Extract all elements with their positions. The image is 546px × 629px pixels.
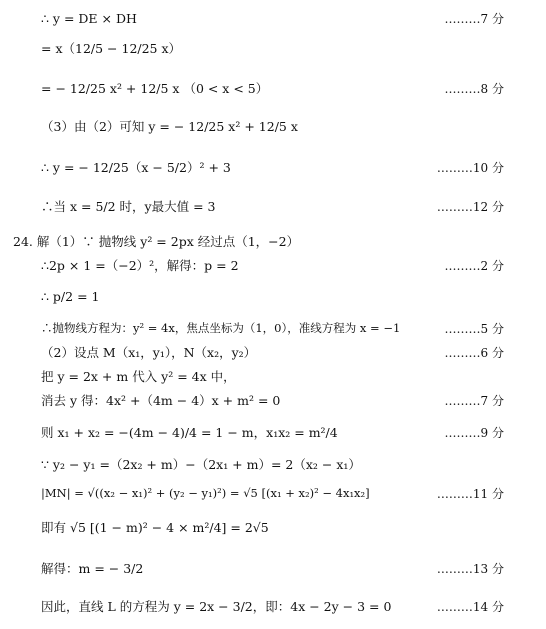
score-label: ………12 分 — [436, 199, 504, 214]
line-text: 24. 解（1）∵ 抛物线 y² = 2px 经过点（1，−2） — [13, 234, 300, 249]
solution-line-5 — [0, 155, 546, 179]
solution-line-4 — [0, 114, 546, 138]
line-text: 消去 y 得：4x² +（4m − 4）x + m² = 0 — [41, 393, 281, 408]
solution-line-7 — [0, 229, 546, 253]
line-text: 把 y = 2x + m 代入 y² = 4x 中， — [41, 369, 236, 384]
line-text: ∴ y = − 12/25（x − 5/2）² + 3 — [41, 160, 231, 175]
line-text: ∴ p/2 = 1 — [41, 288, 100, 304]
score-label: ………7 分 — [444, 393, 504, 408]
solution-line-3 — [0, 76, 546, 100]
score-label: ………7 分 — [444, 11, 504, 26]
solution-line-11 — [0, 340, 546, 364]
line-text: ∴当 x = 5/2 时，y最大值 = 3 — [41, 199, 216, 214]
line-text: 即有 √5 [(1 − m)² − 4 × m²/4] = 2√5 — [41, 520, 269, 535]
score-label: ………2 分 — [444, 258, 504, 273]
score-label: ………11 分 — [436, 486, 504, 501]
line-text: 则 x₁ + x₂ = −(4m − 4)/4 = 1 − m，x₁x₂ = m²/4 — [41, 425, 338, 440]
solution-line-19 — [0, 594, 546, 618]
score-label: ………6 分 — [444, 345, 504, 360]
line-text: ∴2p × 1 =（−2）²，解得：p = 2 — [41, 258, 239, 273]
solution-line-6 — [0, 194, 546, 218]
line-text: |MN| = √((x₂ − x₁)² + (y₂ − y₁)²) = √5 [(x₁ + x₂)² − 4x₁x₂] — [41, 486, 370, 500]
line-text: = − 12/25 x² + 12/5 x （0 < x < 5） — [41, 81, 269, 96]
solution-line-10 — [0, 316, 546, 340]
line-text: （3）由（2）可知 y = − 12/25 x² + 12/5 x — [41, 119, 298, 134]
solution-line-17 — [0, 515, 546, 539]
line-text: ∴ y = DE × DH — [41, 10, 137, 26]
solution-line-2 — [0, 36, 546, 60]
line-text: 因此，直线 L 的方程为 y = 2x − 3/2，即：4x − 2y − 3 = 0 — [41, 599, 392, 614]
solution-line-13 — [0, 388, 546, 412]
line-text: = x（12/5 − 12/25 x） — [41, 41, 182, 56]
solution-line-1 — [0, 6, 546, 30]
score-label: ………5 分 — [444, 321, 504, 336]
line-text: （2）设点 M（x₁，y₁），N（x₂，y₂） — [41, 345, 257, 360]
score-label: ………10 分 — [436, 160, 504, 175]
solution-line-12 — [0, 364, 546, 388]
solution-line-8 — [0, 253, 546, 277]
line-text: 解得：m = − 3/2 — [41, 561, 144, 576]
line-text: ∴抛物线方程为：y² = 4x，焦点坐标为（1，0），准线方程为 x = −1 — [41, 321, 401, 335]
solution-line-15 — [0, 452, 546, 476]
score-label: ………9 分 — [444, 425, 504, 440]
solution-line-18 — [0, 556, 546, 580]
solution-line-16 — [0, 481, 546, 505]
score-label: ………13 分 — [436, 561, 504, 576]
solution-line-14 — [0, 420, 546, 444]
line-text: ∵ y₂ − y₁ =（2x₂ + m）−（2x₁ + m）= 2（x₂ − x₁） — [41, 457, 361, 472]
solution-line-9 — [0, 284, 546, 308]
score-label: ………14 分 — [436, 599, 504, 614]
score-label: ………8 分 — [444, 81, 504, 96]
